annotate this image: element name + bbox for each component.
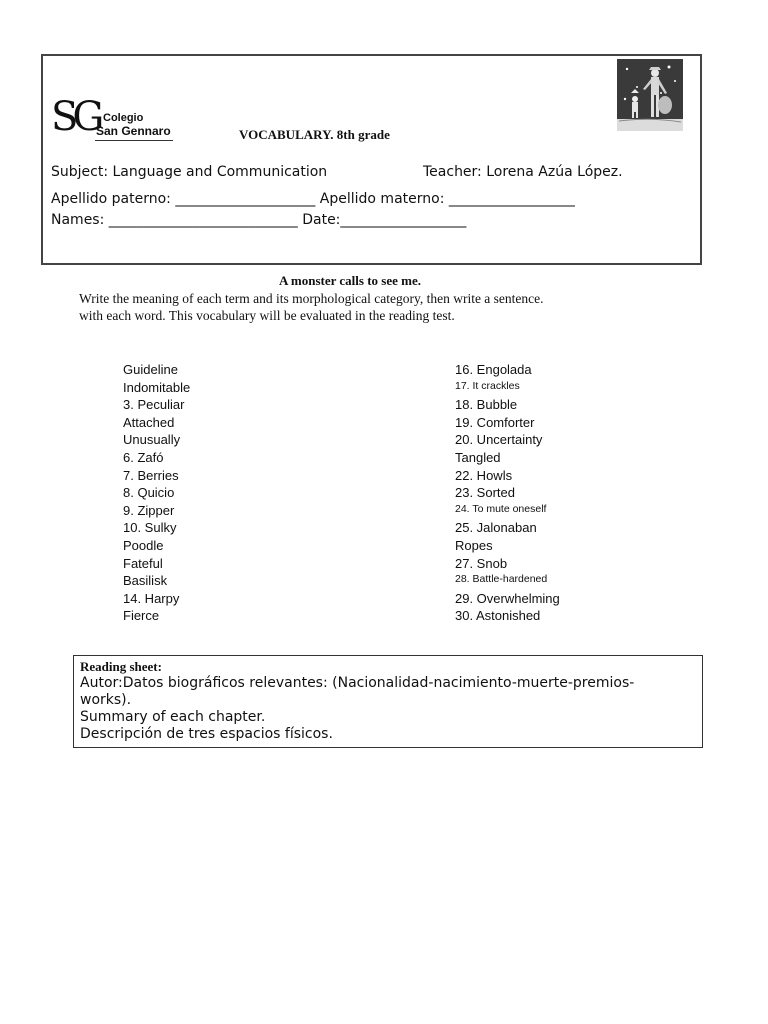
vocab-item: 25. Jalonaban	[455, 520, 537, 536]
vocab-item: Tangled	[455, 449, 501, 465]
logo-monogram: SG	[51, 94, 99, 140]
vocab-item: 19. Comforter	[455, 414, 535, 430]
vocab-item: 16. Engolada	[455, 362, 532, 377]
vocabulary-list-right	[455, 361, 560, 625]
reading-sheet-line: Summary of each chapter.	[80, 709, 266, 725]
teacher-line: Teacher: Lorena Azúa López.	[423, 164, 623, 180]
vocab-item: Fierce	[123, 608, 160, 624]
logo-school-name: San Gennaro	[96, 124, 171, 138]
vocab-item: Ropes	[455, 537, 493, 553]
instructions-line-1: Write the meaning of each term and its morphological category, then write a sentence.	[79, 291, 544, 306]
vocab-item: 20. Uncertainty	[455, 432, 543, 448]
vocab-item: 23. Sorted	[455, 485, 515, 501]
vocab-item: 30. Astonished	[455, 608, 541, 624]
vocab-item: 7. Berries	[123, 467, 179, 483]
reading-sheet-line: Descripción de tres espacios físicos.	[80, 726, 333, 742]
apellidos-field[interactable]: Apellido paterno: ____________________ Apellido materno: __________________	[51, 191, 575, 207]
vocab-item: 28. Battle-hardened	[455, 573, 548, 586]
names-date-field[interactable]: Names: ___________________________ Date:__________________	[51, 212, 467, 228]
instructions-line-2: with each word. This vocabulary will be evaluated in the reading test.	[79, 308, 455, 323]
vocab-item: 24. To mute oneself	[455, 502, 547, 515]
vocab-item: Basilisk	[123, 573, 168, 589]
reading-sheet-line: works).	[80, 692, 132, 708]
vocab-item: Poodle	[123, 537, 164, 553]
vocab-item: Guideline	[123, 362, 178, 377]
subject-line: Subject: Language and Communication	[51, 164, 328, 180]
vocab-item: 18. Bubble	[455, 397, 518, 413]
vocab-item: 29. Overwhelming	[455, 590, 560, 606]
vocab-item: 17. It crackles	[455, 379, 520, 392]
vocab-item: Fateful	[123, 555, 163, 571]
vocab-item: 3. Peculiar	[123, 397, 185, 413]
vocab-item: Unusually	[123, 432, 181, 448]
reading-sheet-box	[73, 655, 703, 748]
vocab-item: 27. Snob	[455, 555, 508, 571]
vocab-item: 8. Quicio	[123, 485, 175, 501]
reading-sheet-line: Autor:Datos biográficos relevantes: (Nacionalidad-nacimiento-muerte-premios-	[80, 675, 635, 691]
school-logo	[51, 94, 176, 146]
vocab-item: Attached	[123, 414, 175, 430]
reading-sheet-title: Reading sheet:	[80, 659, 162, 674]
vocab-item: Indomitable	[123, 379, 191, 395]
vocab-item: 10. Sulky	[123, 520, 177, 536]
logo-colegio-text: Colegio	[103, 112, 144, 124]
document-title: VOCABULARY. 8th grade	[239, 127, 390, 142]
vocabulary-list-left	[123, 361, 190, 625]
vocab-item: 22. Howls	[455, 467, 513, 483]
header-box	[41, 54, 702, 265]
section-title: A monster calls to see me.	[278, 273, 421, 288]
vocab-item: 14. Harpy	[123, 590, 180, 606]
vocab-item: 6. Zafó	[123, 449, 164, 465]
knight-and-child-illustration	[617, 59, 683, 131]
vocab-item: 9. Zipper	[123, 502, 175, 518]
logo-underline	[95, 140, 173, 141]
